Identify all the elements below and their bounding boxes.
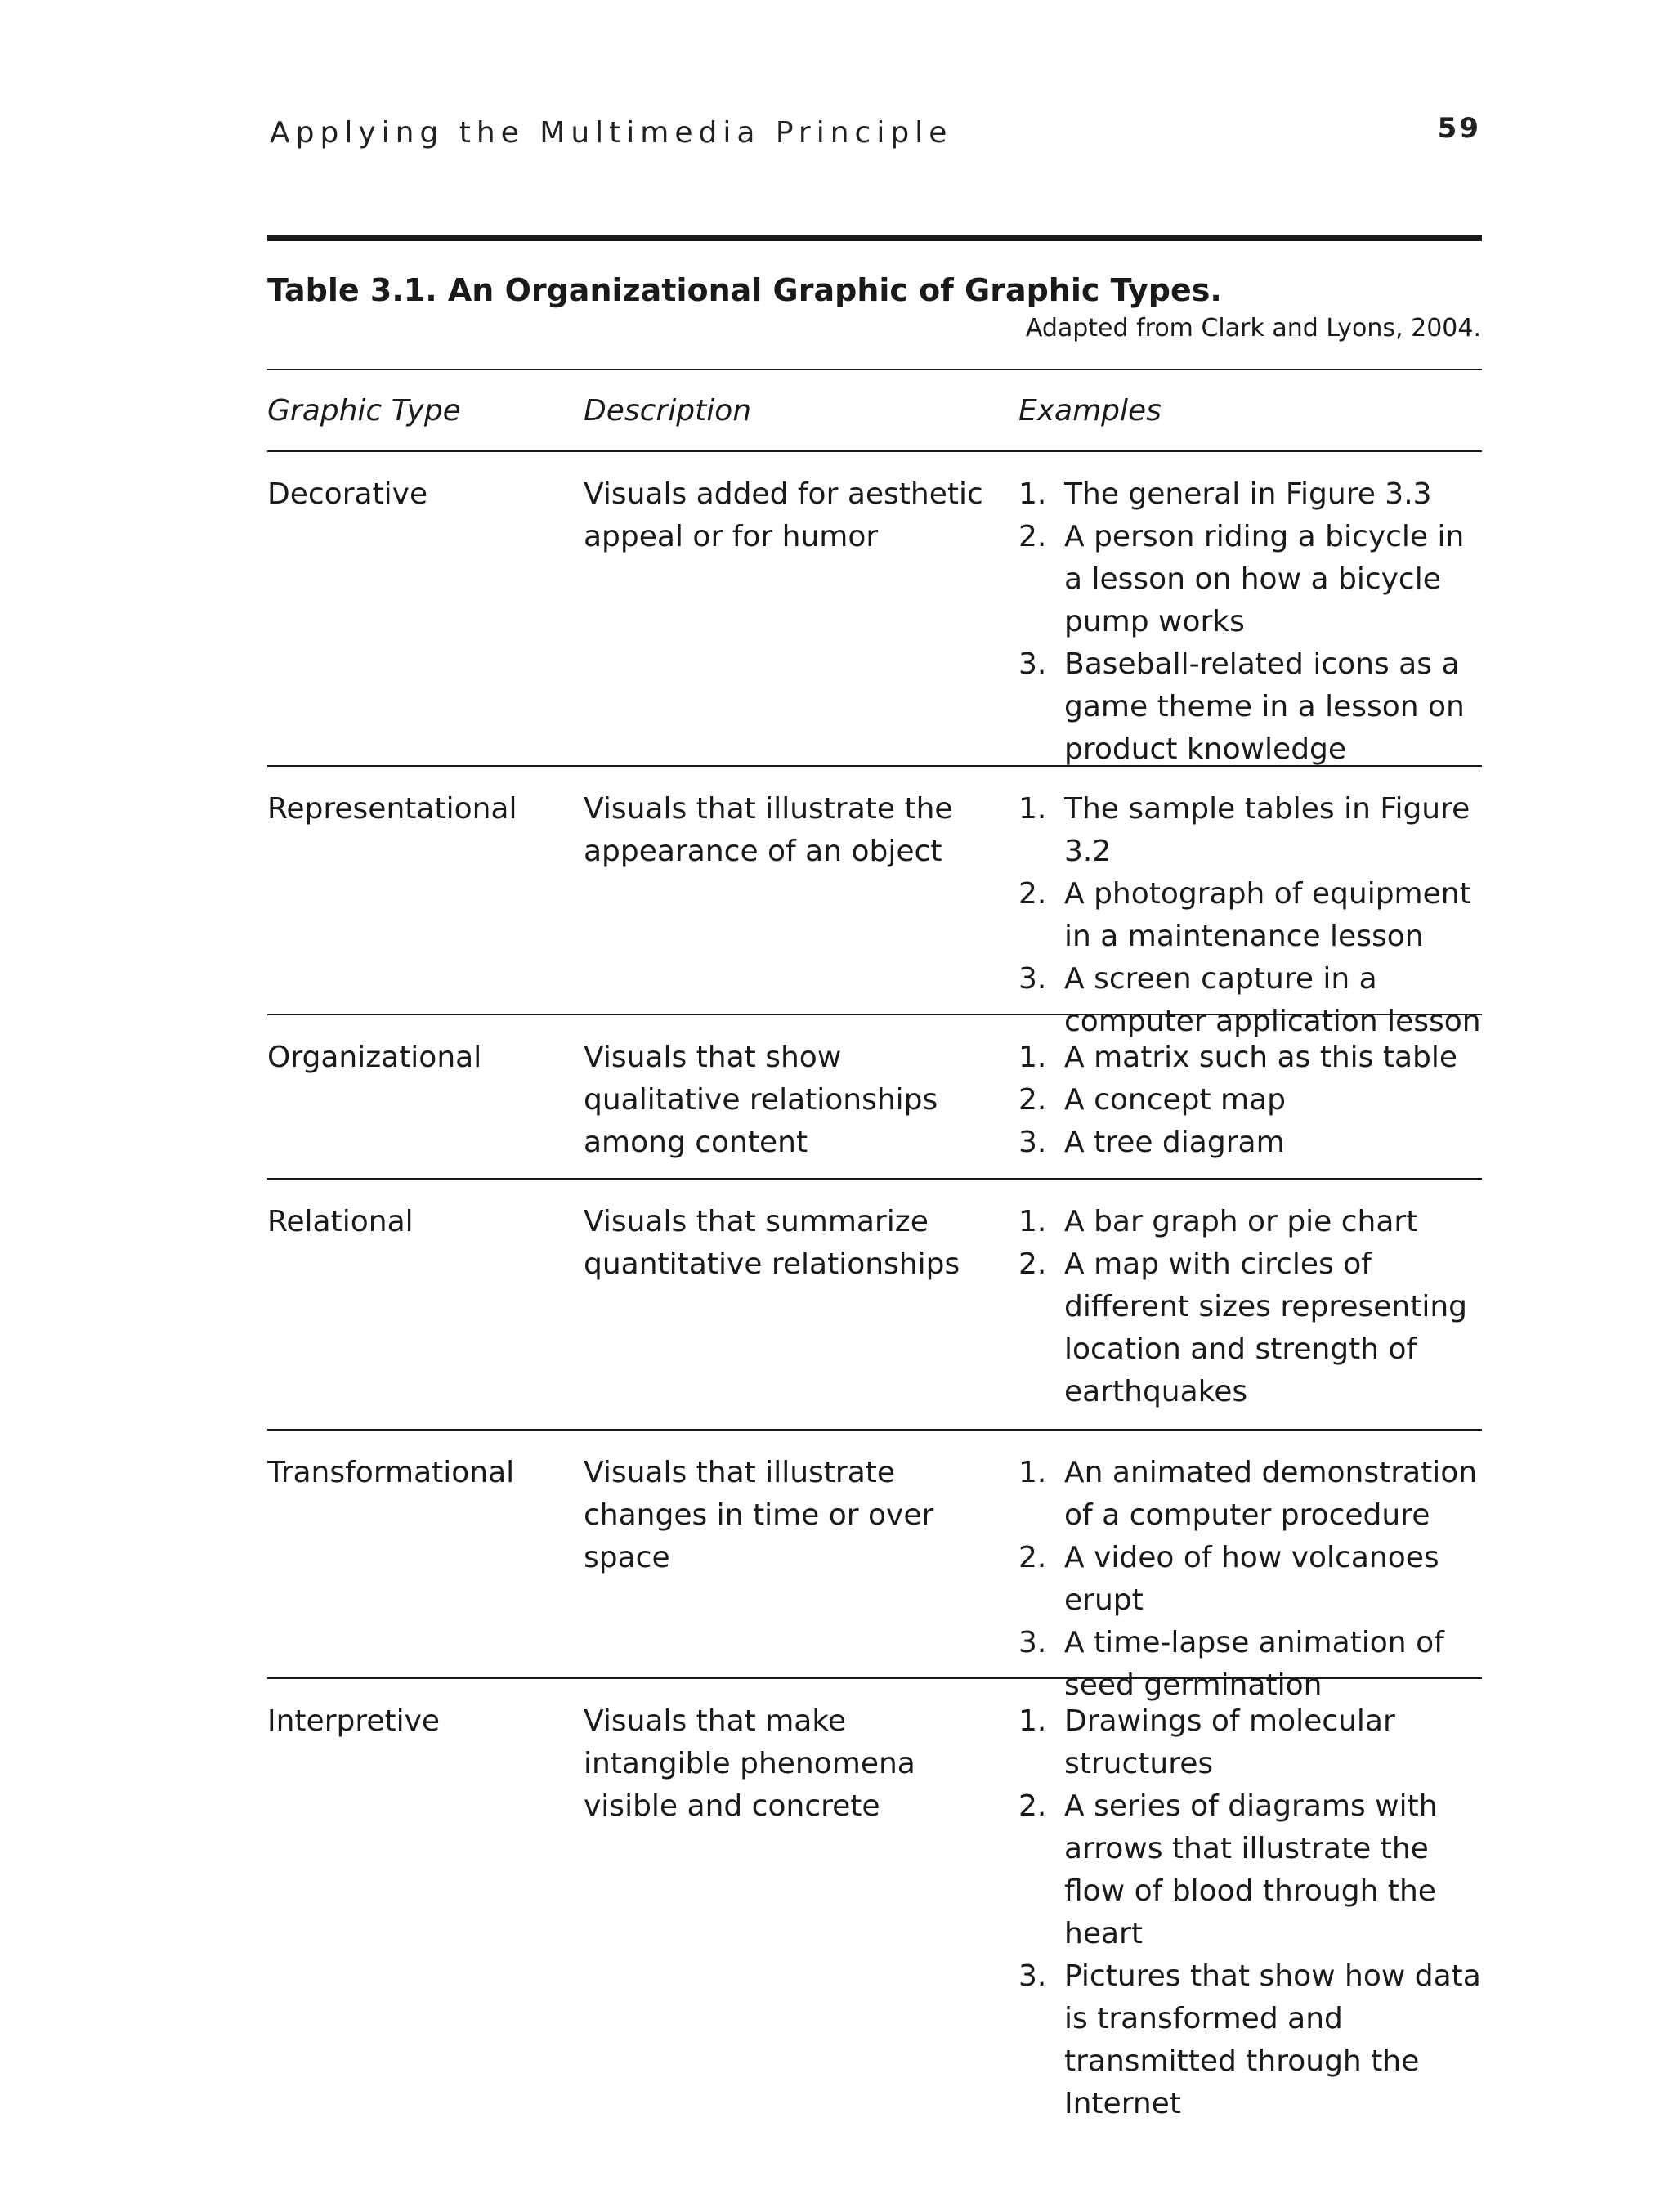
list-item: 2. A video of how volcanoes erupt: [1018, 1541, 1439, 1617]
table-row: [267, 767, 1482, 1038]
page-number: 59: [1437, 112, 1481, 145]
table-row: [267, 1679, 1482, 2120]
list-item: 2. A person riding a bicycle in a lesson on how a bicycle pump works: [1018, 520, 1465, 638]
examples-cell: [1018, 1201, 1482, 1429]
list-item: 1. The sample tables in Figure 3.2: [1018, 792, 1470, 868]
list-item: 2. A photograph of equipment in a maintenance lesson: [1018, 877, 1471, 953]
table-row: [267, 452, 1482, 765]
examples-list: [1018, 1037, 1482, 1164]
description-cell: Visuals that show qualitative relationships among content: [584, 1041, 938, 1159]
list-item: 3. A tree diagram: [1018, 1126, 1285, 1159]
graphic-type-cell: Organizational: [267, 1041, 482, 1074]
description-cell: Visuals that make intangible phenomena visible and concrete: [584, 1704, 915, 1823]
examples-cell: [1018, 1452, 1482, 1702]
examples-cell: [1018, 1037, 1482, 1178]
graphic-type-cell: Interpretive: [267, 1704, 441, 1738]
description-cell: Visuals that illustrate changes in time or over space: [584, 1456, 934, 1574]
table-row: [267, 1015, 1482, 1178]
description-cell: Visuals that illustrate the appearance of an object: [584, 792, 953, 868]
graphic-type-cell: Transformational: [267, 1456, 515, 1489]
table-title: Table 3.1. An Organizational Graphic of Graphic Types.: [267, 272, 1222, 308]
description-cell: Visuals added for aesthetic appeal or for humor: [584, 477, 983, 553]
list-item: 1. Drawings of molecular structures: [1018, 1704, 1395, 1780]
table-header-row: [267, 370, 1482, 450]
examples-list: [1018, 788, 1482, 1043]
examples-list: [1018, 473, 1482, 771]
examples-list: [1018, 1452, 1482, 1707]
header-graphic-type: Graphic Type: [267, 393, 461, 428]
list-item: 3. Pictures that show how data is transformed and transmitted through the Internet: [1018, 1959, 1481, 2120]
list-item: 1. The general in Figure 3.3: [1018, 477, 1432, 511]
list-item: 1. A bar graph or pie chart: [1018, 1205, 1418, 1238]
graphic-types-table: [267, 369, 1482, 2120]
graphic-type-cell: Relational: [267, 1205, 414, 1238]
table-row: [267, 1180, 1482, 1429]
graphic-type-cell: Decorative: [267, 477, 428, 511]
header-description: Description: [584, 393, 752, 428]
description-cell: Visuals that summarize quantitative relationships: [584, 1205, 960, 1281]
examples-list: [1018, 1201, 1482, 1413]
list-item: 3. A screen capture in a computer application lesson: [1018, 962, 1481, 1038]
list-item: 3. Baseball-related icons as a game theme in a lesson on product knowledge: [1018, 647, 1465, 766]
top-rule: [267, 235, 1482, 241]
list-item: 1. A matrix such as this table: [1018, 1041, 1458, 1074]
examples-cell: [1018, 473, 1482, 765]
table-source: Adapted from Clark and Lyons, 2004.: [1025, 314, 1481, 343]
graphic-type-cell: Representational: [267, 792, 517, 826]
list-item: 3. A time-lapse animation of seed germination: [1018, 1626, 1444, 1702]
examples-list: [1018, 1700, 1482, 2125]
table-row: [267, 1431, 1482, 1702]
examples-cell: [1018, 1700, 1482, 2120]
list-item: 1. An animated demonstration of a computer procedure: [1018, 1456, 1478, 1532]
list-item: 2. A map with circles of different sizes representing location and strength of earthquakes: [1018, 1247, 1468, 1408]
header-examples: Examples: [1018, 393, 1162, 428]
running-head: Applying the Multimedia Principle: [270, 116, 953, 150]
examples-cell: [1018, 788, 1482, 1038]
list-item: 2. A concept map: [1018, 1083, 1287, 1117]
list-item: 2. A series of diagrams with arrows that illustrate the flow of blood through the heart: [1018, 1789, 1438, 1950]
